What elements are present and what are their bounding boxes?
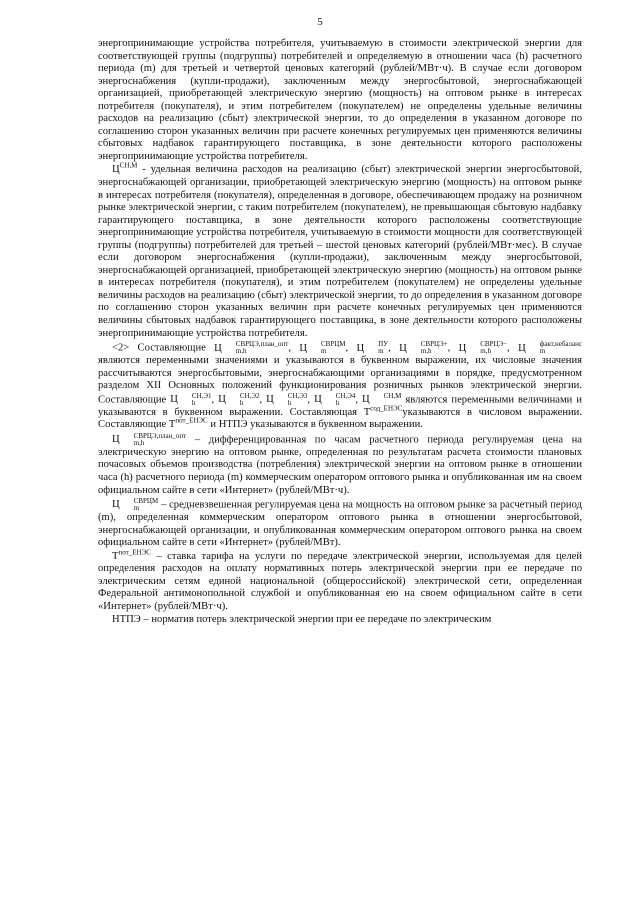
price-symbol-2: Ц СВРЦМ m [299,340,346,356]
sales-symbol-5: Ц СН,М [362,391,402,406]
paragraph-4: Ц СВРЦЭ,план_опт m,h – дифференцированная по часам расчетного периода регулируемая цена на электрическую энергию на оптовом рынке, определенная по результатам расчета стоимости плановых почасовых объемов производства (потребления) электрической энергии на оптовом рынке в отношении часа (h) расчетного периода (m) коммерческим оператором оптового рынка и опубликованная им на своем официальном сайте в сети «Интернет» (рублей/МВт·ч). [98,431,582,496]
price-symbol-3: Ц ПУ m [356,340,389,356]
symbol-t-pot-enes: $Т^{пот\_ЕНЭС}$ [168,416,208,431]
symbol-c-svrcm: Ц СВРЦМ m [112,497,159,513]
price-symbol-4: Ц СВРЦЭ+ m,h [399,340,448,356]
paragraph-2: $Ц^{СН,М}$ - удельная величина расходов на реализацию (сбыт) электрической энергии энергосбытовой, энергоснабжающей организации, приобретающей электрическую энергию (мощность) на оптовом рынке в интересах потребителя (покупателя), определенная в договоре, обеспечивающем продажу на розничном рынке электрической энергии, с таким потребителем (покупателем), не превышающая сбытовую надбавку гарантирующего поставщика, в зоне деятельности которого расположены соответствующие энергопринимающие устройства потребителя, учитываемую в стоимости мощности для соответствующей группы (подгруппы) потребителей для третьей – шестой ценовых категорий (рублей/МВт·мес). В случае если договором энергоснабжения (купли-продажи), заключенным между энергосбытовой, энергоснабжающей организацией, приобретающей электрическую энергию (мощность) на оптовом рынке в интересах потребителя (покупателя), и этим потребителем (покупателем) не определены удельные величины расходов на реализацию (сбыт) электрической энергии, то до определения в указанном договоре по соглашению сторон указанных величин при расчете конечных регулируемых цен применяются величины сбытовых надбавок гарантирующего поставщика, в зоне деятельности которого расположены энергопринимающие устройства потребителя. [98,161,582,339]
paragraph-3: <2> Составляющие Ц СВРЦЭ,план_опт m,h , Ц СВРЦМ m , Ц ПУ m , Ц СВРЦЭ+ m,h , Ц СВРЦЭ− m,h , Ц факт,небаланс m являются переменными значениями и указываются в буквенном выражении, их числовые значения рассчитываются энергосбытовыми, энергоснабжающими организациями в порядке, предусмотренном разделом XII Основных положений функционирования розничных рынков электрической энергии. Составляющие Ц СН,Э1 h , Ц СН,Э2 h , Ц СН,Э3 h , Ц СН,Э4 h , Ц СН,М являются переменными величинами и указываются в буквенном выражении. Составляющая $Т^{сод\_ЕНЭС}указываются$ в числовом выражении. Составляющие $Т^{пот\_ЕНЭС}$ и НТПЭ указываются в буквенном выражении. [98,340,583,431]
sales-symbol-1: Ц СН,Э1 h [170,391,212,407]
symbol-c-svrce-plan-opt: Ц СВРЦЭ,план_опт m,h [112,431,187,447]
document-body [98,38,582,627]
symbol-c-sn-m: $Ц^{СН,М}$ [112,161,138,176]
paragraph-6: $Т^{пот\_ЕНЭС}$ – ставка тарифа на услуги по передаче электрической энергии, используемая для целей определения расходов на оплату нормативных потерь электрической энергии при ее передаче по электрическим сетям единой национальной (общероссийской) электрической сети, определенная Федеральной антимонопольной службой и опубликованная ею на своем официальном сайте в сети «Интернет» (рублей/МВт·ч). [98,548,582,612]
sales-symbol-2: Ц СН,Э2 h [218,391,260,407]
sales-symbol-3: Ц СН,Э3 h [266,391,308,407]
paragraph-5: Ц СВРЦМ m – средневзвешенная регулируемая цена на мощность на оптовом рынке за расчетный период (m), определенная коммерческим оператором оптового рынка в отношении энергосбытовой, энергоснабжающей организации, и опубликованная коммерческим оператором оптового рынка на своем официальном сайте в сети «Интернет» (рублей/МВт). [98,497,582,549]
page-number: 5 [317,16,323,28]
sales-symbol-4: Ц СН,Э4 h [314,391,356,407]
price-symbol-5: Ц СВРЦЭ− m,h [458,340,508,356]
symbol-t-sod-enes: $Т^{сод\_ЕНЭС}$ [363,404,403,418]
price-symbol-1: Ц СВРЦЭ,план_опт m,h [214,340,289,356]
paragraph-7: НТПЭ – норматив потерь электрической энергии при ее передаче по электрическим [112,614,492,626]
footnote-marker-2: <2> Составляющие [112,342,215,354]
price-symbol-6: Ц факт,небаланс m [518,340,583,356]
symbol-list-2: Ц СН,Э1 h , Ц СН,Э2 h , Ц СН,Э3 h , Ц СН,Э4 h , Ц СН,М [170,391,402,407]
paragraph-1: энергопринимающие устройства потребителя, учитываемую в стоимости электрической энергии для соответствующей группы (подгруппы) потребителей и определяемую в отношении часа (h) расчетного периода (m) для третьей и четвертой ценовых категорий (рублей/МВт·ч). В случае если договором энергоснабжения (купли-продажи), заключенным между энергосбытовой, энергоснабжающей организацией, приобретающей электрическую энергию (мощность) на оптовом рынке в интересах потребителя (покупателя), и этим потребителем (покупателем) не определены удельные величины расходов на реализацию (сбыт) электрической энергии, то до определения в указанном договоре по соглашению сторон указанных величин при расчете конечных регулируемых цен применяются величины сбытовых надбавок гарантирующего поставщика, в зоне деятельности которого расположены энергопринимающие устройства потребителя. [98,38,582,162]
symbol-list-1: Ц СВРЦЭ,план_опт m,h , Ц СВРЦМ m , Ц ПУ m , Ц СВРЦЭ+ m,h , Ц СВРЦЭ− m,h , Ц факт,небаланс m [214,340,583,356]
symbol-t-pot-enes-def: $Т^{пот\_ЕНЭС}$ [112,548,151,562]
